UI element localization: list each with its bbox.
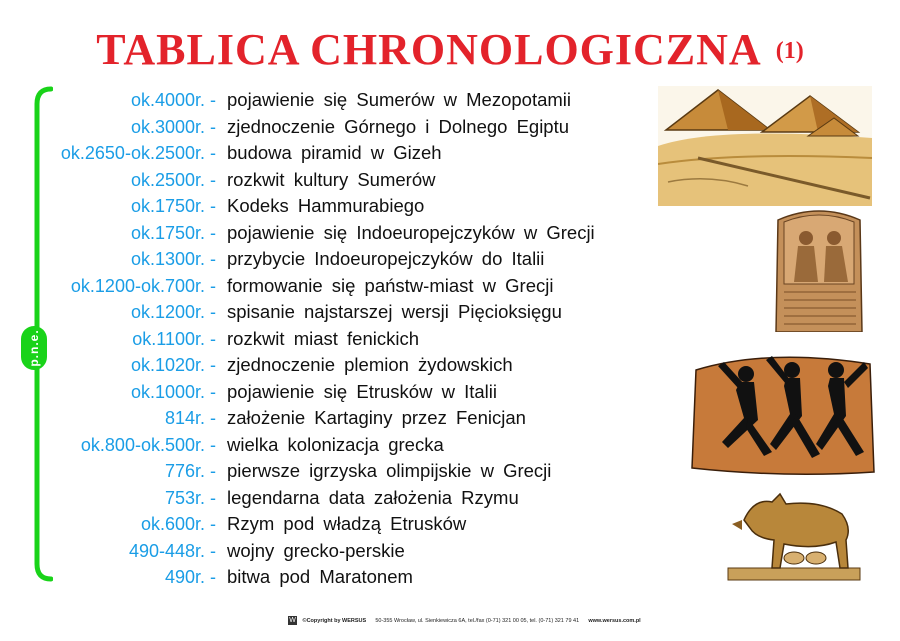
event-text: pojawienie się Indoeuropejczyków w Grecji <box>227 221 595 243</box>
publisher-logo: W <box>289 617 296 624</box>
page-title <box>0 24 900 75</box>
footer <box>288 616 641 625</box>
event-date: ok.600r. - <box>140 514 216 534</box>
chronology-row <box>0 379 680 406</box>
chronology-row <box>0 140 680 167</box>
event-date: ok.1100r. - <box>132 328 216 349</box>
chronology-row <box>0 246 680 273</box>
event-date: ok.1020r. - <box>130 355 216 375</box>
greek-runners-image <box>688 340 878 478</box>
chronology-row <box>0 193 680 220</box>
hammurabi-stele-image <box>772 208 866 332</box>
capitoline-wolf-image <box>724 480 864 586</box>
event-date: ok.800-ok.500r. - <box>80 434 216 455</box>
event-text: bitwa pod Maratonem <box>227 566 413 587</box>
event-date: ok.1200-ok.700r. - <box>70 275 216 296</box>
chronology-row <box>0 458 680 485</box>
title-main: TABLICA CHRONOLOGICZNA <box>96 25 762 74</box>
event-text: wielka kolonizacja grecka <box>227 433 444 455</box>
event-text: założenie Kartaginy przez Fenicjan <box>227 407 526 428</box>
event-text: Kodeks Hammurabiego <box>227 195 425 216</box>
chronology-row <box>0 114 680 141</box>
chronology-row <box>0 564 680 591</box>
event-date: ok.1200r. - <box>130 302 216 322</box>
event-date: ok.1000r. - <box>130 381 216 402</box>
event-text: legendarna data założenia Rzymu <box>227 486 519 508</box>
chronology-row <box>0 485 680 512</box>
era-label: p.n.e. <box>27 329 41 367</box>
event-text: formowanie się państw-miast w Grecji <box>227 274 554 296</box>
event-text: zjednoczenie Górnego i Dolnego Egiptu <box>227 115 570 137</box>
event-date: 753r. - <box>164 487 216 508</box>
chronology-row <box>0 326 680 353</box>
chronology-row <box>0 220 680 247</box>
event-date: 814r. - <box>164 408 216 428</box>
chronology-row <box>0 511 680 538</box>
event-date: 776r. - <box>164 461 216 481</box>
event-date: ok.1300r. - <box>130 249 216 269</box>
event-text: rozkwit miast fenickich <box>227 327 420 349</box>
footer-copyright: ©Copyright by WERSUS <box>302 617 367 624</box>
event-text: przybycie Indoeuropejczyków do Italii <box>227 248 545 269</box>
chronology-row <box>0 299 680 326</box>
footer-address: 50-355 Wrocław, ul. Sienkiewicza 6A, tel./fax (0-71) 321 00 05, tel. (0-71) 321 79 41 <box>375 617 580 624</box>
event-text: wojny grecko-perskie <box>227 539 405 561</box>
event-text: pierwsze igrzyska olimpijskie w Grecji <box>227 460 552 481</box>
event-date: ok.2500r. - <box>130 169 216 190</box>
chronology-row <box>0 432 680 459</box>
event-date: 490-448r. - <box>128 540 216 561</box>
event-text: zjednoczenie plemion żydowskich <box>227 354 513 375</box>
chronology-row <box>0 273 680 300</box>
chronology-row <box>0 538 680 565</box>
event-text: pojawienie się Etrusków w Italii <box>227 380 497 402</box>
chronology-row <box>0 405 680 432</box>
chronology-row <box>0 87 680 114</box>
chronology-row <box>0 352 680 379</box>
chronology-row <box>0 167 680 194</box>
footer-website: www.wersus.com.pl <box>588 617 641 624</box>
event-text: Rzym pod władzą Etrusków <box>227 513 467 534</box>
event-text: spisanie najstarszej wersji Pięcioksięgu <box>227 301 562 322</box>
event-date: ok.2650-ok.2500r. - <box>60 143 216 163</box>
event-date: ok.1750r. - <box>130 196 216 216</box>
event-text: pojawienie się Sumerów w Mezopotamii <box>227 89 572 110</box>
event-date: ok.3000r. - <box>130 116 216 137</box>
event-date: 490r. - <box>164 567 216 587</box>
event-date: ok.1750r. - <box>130 222 216 243</box>
event-text: rozkwit kultury Sumerów <box>227 168 436 190</box>
pyramids-image <box>658 86 872 206</box>
title-number: (1) <box>775 38 804 64</box>
event-date: ok.4000r. - <box>130 90 216 110</box>
event-text: budowa piramid w Gizeh <box>227 142 442 163</box>
